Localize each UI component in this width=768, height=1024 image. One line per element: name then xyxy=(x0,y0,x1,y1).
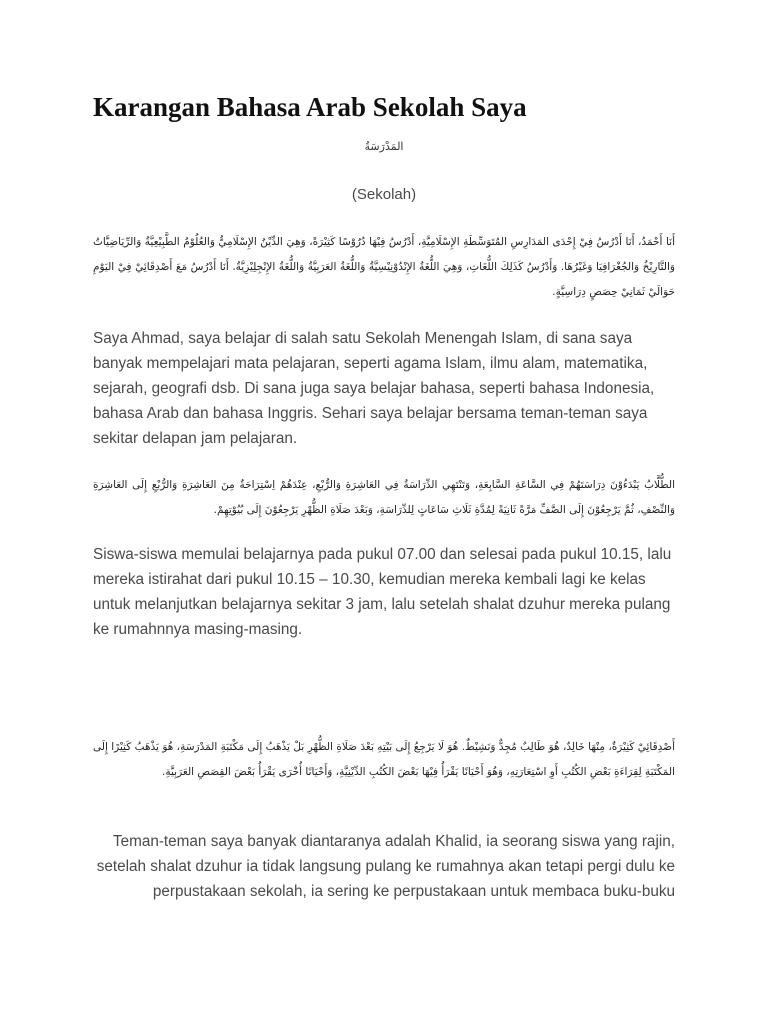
indonesian-paragraph-2: Siswa-siswa memulai belajarnya pada pukul 07.00 dan selesai pada pukul 10.15, lalu mereka istirahat dari pukul 10.15 – 10.30, kemudian mereka kembali lagi ke kelas untuk melanjutkan belajarnya sekitar 3 jam, lalu setelah shalat dzuhur mereka pulang ke rumahnnya masing-masing. xyxy=(93,546,672,638)
arabic-paragraph-1: أَنَا أَحْمَدُ، أَنَا أَدْرُسُ فِيْ إِحْدَى المَدَارِسِ المُتَوَسِّطَةِ الإِسْلَامِيَّةِ، أَدْرُسُ فِيْهَا دُرُوْسًا كَثِيْرَةً، وَهِيَ الدِّيْنُ الإِسْلَامِيُّ وَالعُلُوْمُ الطَّبِيْعِيَّةُ وَالرِّيَاضِيَّاتُ وَالتَّارِيْخُ وَالجُغْرَافِيَا وَغَيْرُهَا. وَأَدْرُسُ كَذَلِكَ اللُّغَاتِ، وَهِيَ اللُّغَةُ الإِنْدُوْنِيْسِيَّةُ وَاللُّغَةُ العَرَبِيَّةُ وَاللُّغَةُ الإِنْجِلِيْزِيَّةُ. أَنَا أَدْرُسُ مَعَ أَصْدِقَائِيْ فِيْ اليَوْمِ حَوَالَيْ ثَمَانِيْ حِصَصٍ دِرَاسِيَّةٍ. xyxy=(93,236,675,298)
arabic-subtitle: المَدْرَسَةُ xyxy=(364,140,404,153)
indonesian-paragraph-1: Saya Ahmad, saya belajar di salah satu Sekolah Menengah Islam, di sana saya banyak mempelajari mata pelajaran, seperti agama Islam, ilmu alam, matematika, sejarah, geografi dsb. Di sana juga saya belajar bahasa, seperti bahasa Indonesia, bahasa Arab dan bahasa Inggris. Sehari saya belajar bersama teman-teman saya sekitar delapan jam pelajaran. xyxy=(93,330,655,447)
arabic-paragraph-2: الطُّلَّابُ يَبْدَءُوْنَ دِرَاسَتَهُمْ فِي السَّاعَةِ السَّابِعَةِ، وَتَنْتَهِي الدِّرَاسَةُ فِي العَاشِرَةِ وَالرُّبْعِ، عِنْدَهُمْ اِسْتِرَاحَةٌ مِنَ العَاشِرَةِ وَالرُّبْعِ إِلَى العَاشِرَةِ وَالنِّصْفِ، ثُمَّ يَرْجِعُوْنَ إِلَى الصَّفِّ مَرَّةً ثَانِيَةً لِمُدَّةِ ثَلَاثِ سَاعَاتٍ لِلدِّرَاسَةِ، وَبَعْدَ صَلَاةِ الظُّهْرِ يَرْجِعُوْنَ إِلَى بُيُوْتِهِمْ. xyxy=(93,479,675,516)
document-title: Karangan Bahasa Arab Sekolah Saya xyxy=(93,92,527,122)
subtitle: (Sekolah) xyxy=(351,186,417,203)
arabic-paragraph-3: أَصْدِقَائِيْ كَثِيْرَةٌ، مِنْهَا خَالِدٌ، هُوَ طَالِبٌ مُجِدٌّ وَنَشِيْطٌ. هُوَ لَا يَرْجِعُ إِلَى بَيْتِهِ بَعْدَ صَلَاةِ الظُّهْرِ بَلْ يَذْهَبُ إِلَى مَكْتَبَةِ المَدْرَسَةِ، هُوَ يَذْهَبُ كَثِيْرًا إِلَى المَكْتَبَةِ لِقِرَاءَةِ بَعْضِ الكُتُبِ أَوِ اسْتِعَارَتِهِ، وَهُوَ أَحْيَانًا يَقْرَأُ فِيْهَا بَعْضَ الكُتُبِ الدِّيْنِيَّةِ، وَأَحْيَانًا أُخْرَى يَقْرَأُ بَعْضَ القِصَصِ العَرَبِيَّةِ. xyxy=(93,741,675,778)
indonesian-paragraph-3: Teman-teman saya banyak diantaranya adalah Khalid, ia seorang siswa yang rajin, setelah shalat dzuhur ia tidak langsung pulang ke rumahnya akan tetapi pergi dulu ke perpustakaan sekolah, ia sering ke perpustakaan untuk membaca buku-buku xyxy=(96,833,675,900)
